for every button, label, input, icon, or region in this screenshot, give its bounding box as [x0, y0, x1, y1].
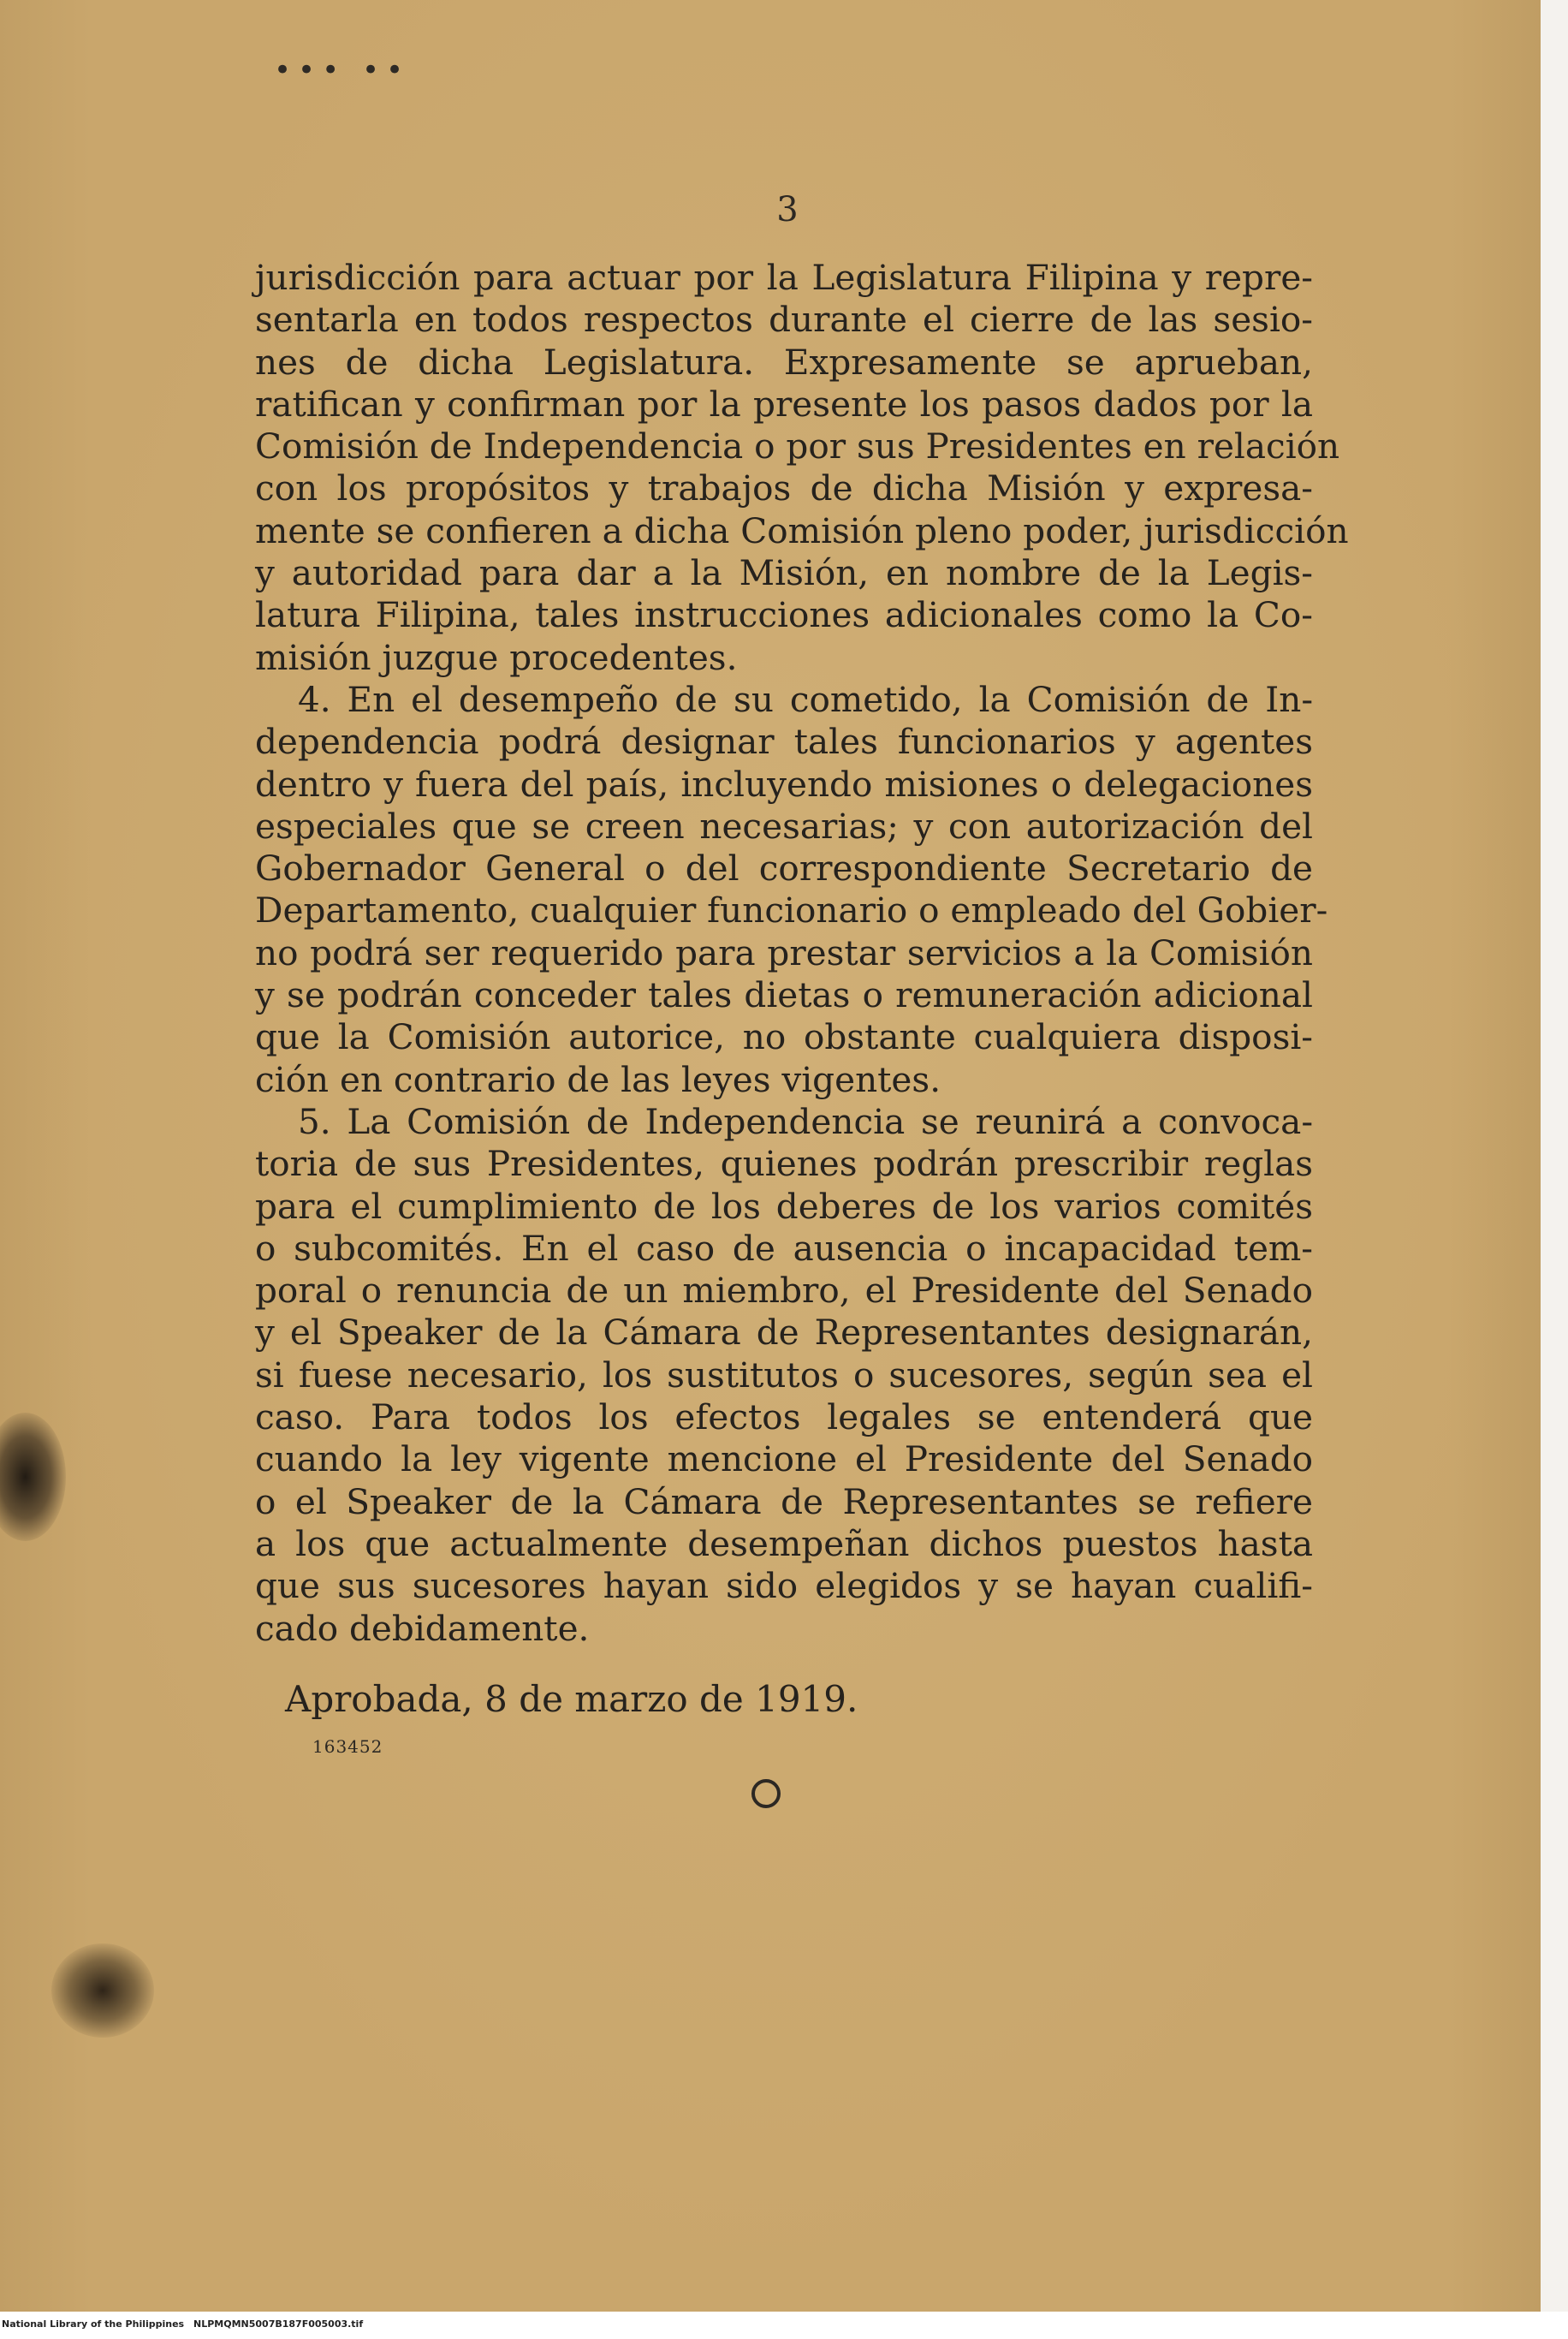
print-code: 163452 [312, 1736, 383, 1757]
text-line: nes de dicha Legislatura. Expresamente se aprueban, [255, 341, 1313, 383]
body-text [255, 257, 1349, 1650]
page-number: 3 [776, 190, 799, 229]
text-line: misión juzgue procedentes. [255, 636, 738, 678]
text-line: dependencia podrá designar tales funcionarios y agentes [255, 721, 1313, 763]
text-line: 5. La Comisión de Independencia se reunirá a convoca- [298, 1100, 1313, 1142]
text-line: sentarla en todos respectos durante el cierre de las sesio- [255, 299, 1313, 341]
text-line: ción en contrario de las leyes vigentes. [255, 1058, 941, 1100]
text-line: especiales que se creen necesarias; y con autorización del [255, 805, 1313, 847]
text-line: poral o renuncia de un miembro, el Presidente del Senado [255, 1270, 1313, 1312]
text-line: toria de sus Presidentes, quienes podrán prescribir reglas [255, 1143, 1313, 1185]
approval-date: Aprobada, 8 de marzo de 1919. [285, 1678, 858, 1720]
text-line: y el Speaker de la Cámara de Representantes designarán, [255, 1312, 1313, 1354]
text-line: y se podrán conceder tales dietas o remuneración adicional [255, 974, 1313, 1016]
text-line: y autoridad para dar a la Misión, en nombre de la Legis- [255, 552, 1313, 594]
text-line: Comisión de Independencia o por sus Presidentes en relación [255, 426, 1340, 467]
ink-stain [51, 1943, 154, 2038]
paper-specks: ••• •• [274, 53, 411, 87]
text-line: si fuese necesario, los sustitutos o sucesores, según sea el [255, 1354, 1313, 1396]
text-line: jurisdicción para actuar por la Legislatura Filipina y repre- [255, 257, 1313, 298]
text-line: con los propósitos y trabajos de dicha Misión y expresa- [255, 467, 1313, 509]
text-line: mente se confieren a dicha Comisión pleno poder, jurisdicción [255, 509, 1349, 551]
text-line: o el Speaker de la Cámara de Representantes se refiere [255, 1480, 1313, 1522]
footer-filename: NLPMQMN5007B187F005003.tif [193, 2318, 364, 2330]
text-line: a los que actualmente desempeñan dichos puestos hasta [255, 1522, 1313, 1564]
text-line: que sus sucesores hayan sido elegidos y se hayan cualifi- [255, 1565, 1313, 1607]
text-line: Departamento, cualquier funcionario o empleado del Gobier- [255, 890, 1328, 931]
text-line: 4. En el desempeño de su cometido, la Comisión de In- [298, 678, 1313, 720]
circle-ornament-icon [751, 1779, 781, 1808]
text-line: latura Filipina, tales instrucciones adicionales como la Co- [255, 594, 1313, 636]
text-line: que la Comisión autorice, no obstante cualquiera disposi- [255, 1016, 1313, 1058]
text-line: no podrá ser requerido para prestar servicios a la Comisión [255, 931, 1313, 973]
text-line: caso. Para todos los efectos legales se entenderá que [255, 1396, 1313, 1438]
footer-library: National Library of the Philippines [2, 2318, 185, 2330]
text-line: cuando la ley vigente mencione el Presidente del Senado [255, 1438, 1313, 1480]
scan-edge [1541, 0, 1568, 2339]
text-line: para el cumplimiento de los deberes de los varios comités [255, 1185, 1313, 1227]
text-line: cado debidamente. [255, 1607, 590, 1649]
ink-stain [0, 1413, 66, 1541]
text-line: ratifican y confirman por la presente los pasos dados por la [255, 383, 1313, 425]
text-line: dentro y fuera del país, incluyendo misiones o delegaciones [255, 763, 1313, 805]
text-line: o subcomités. En el caso de ausencia o incapacidad tem- [255, 1227, 1313, 1269]
text-line: Gobernador General o del correspondiente Secretario de [255, 848, 1313, 890]
